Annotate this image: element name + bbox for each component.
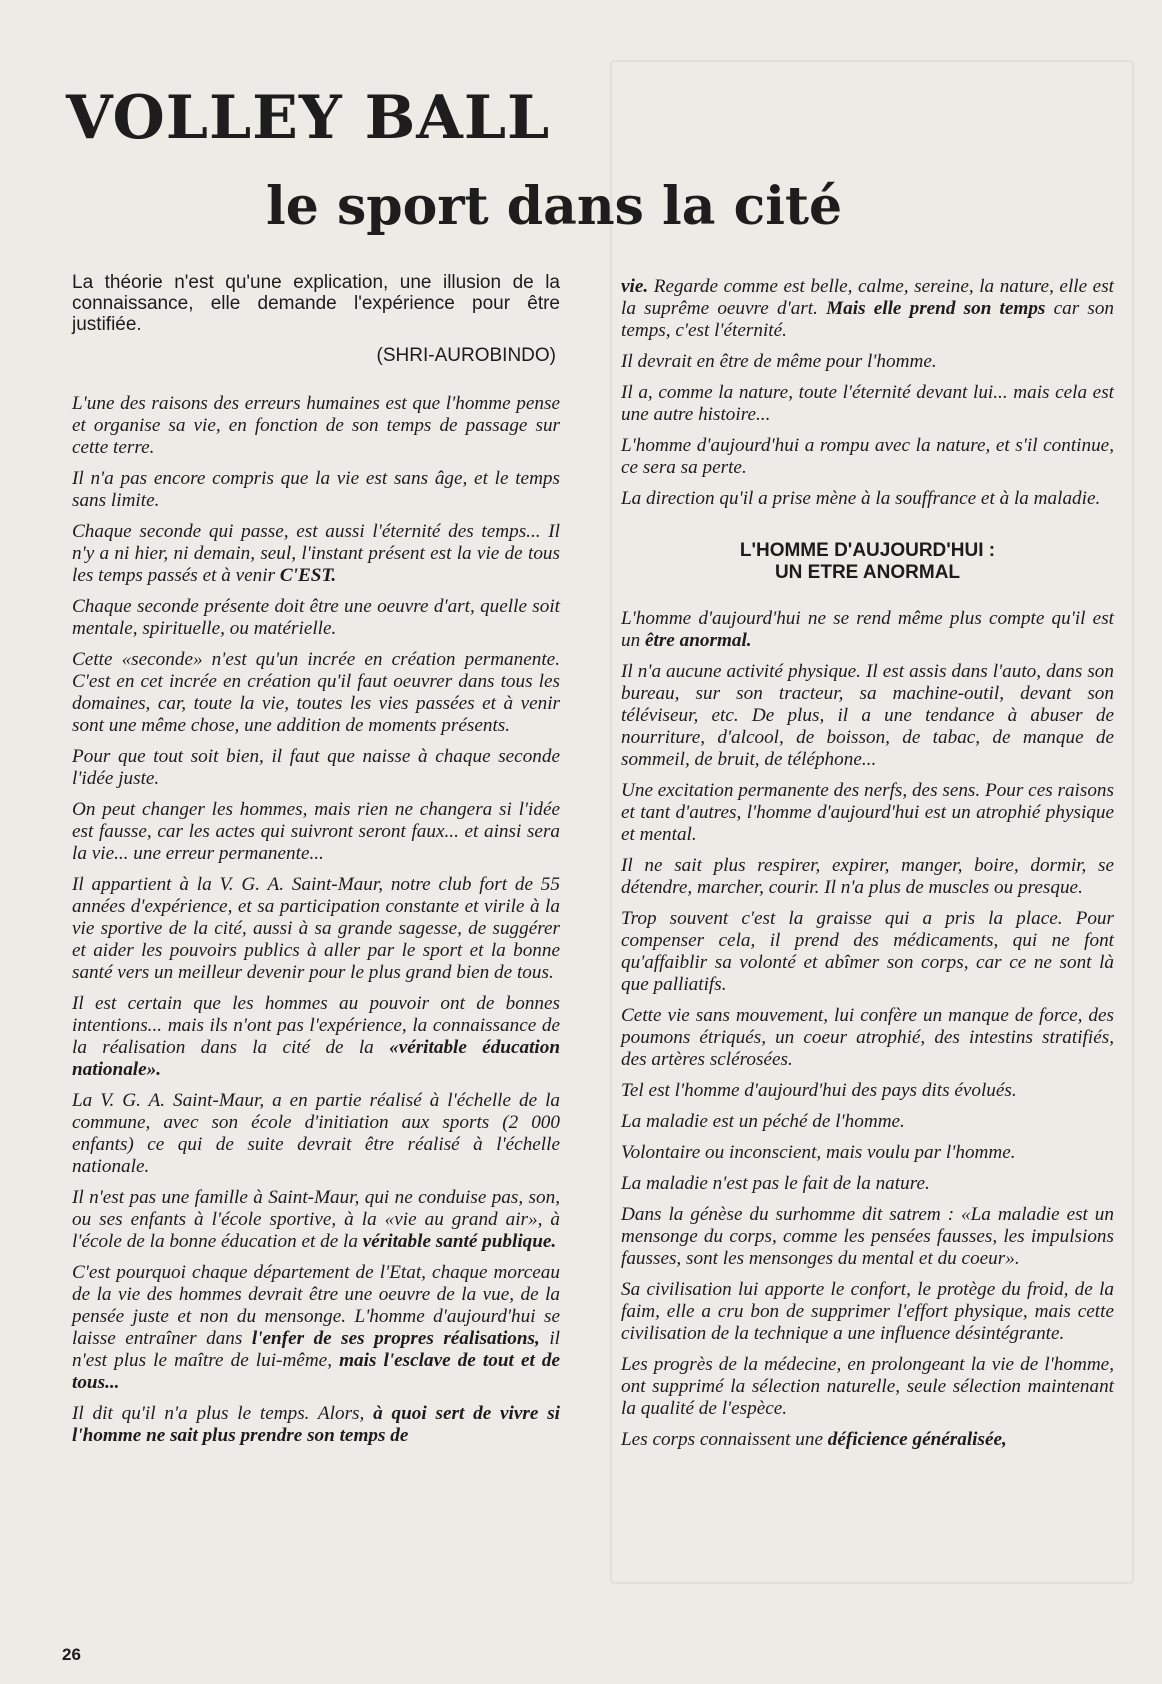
paragraph [72,799,560,865]
paragraph [621,488,1114,510]
paragraph [621,1354,1114,1420]
paragraph [621,1005,1114,1071]
section-heading [621,540,1114,584]
epigraph-author: (SHRI-AUROBINDO) [376,345,556,366]
text-run: Les corps connaissent une [621,1429,828,1450]
text-run: Il dit qu'il n'a plus le temps. Alors, [72,1403,374,1424]
text-run: Pour que tout soit bien, il faut que naisse à chaque seconde l'idée juste. [72,746,560,789]
paragraph [621,1204,1114,1270]
left-column [72,272,560,1456]
bold-run: «véritable éducation nationale». [72,1037,561,1080]
paragraph [72,874,560,984]
right-column [621,276,1114,1460]
paragraph [72,746,560,790]
paragraph [621,608,1114,652]
text-run: C'est pourquoi chaque département de l'Etat, chaque morceau de la vie des hommes devrait être une oeuvre de la vue, de la pensée juste et non du mensonge. L'homme d'aujourd'hui se laisse entraîner dans [72,1262,560,1349]
text-run: Sa civilisation lui apporte le confort, le protège du froid, de la faim, elle a cru bon de supprimer l'effort physique, mais cette civilisation de la technique a une influence désintégrante. [621,1279,1114,1344]
paragraph [621,780,1114,846]
paragraph [621,1142,1114,1164]
section-heading-line2: UN ETRE ANORMAL [774,562,961,583]
bold-run: à quoi sert de vivre si l'homme ne sait plus prendre son temps de [72,1403,560,1446]
page-number: 26 [62,1645,81,1664]
subtitle-sport-cite: le sport dans la cité [266,176,843,237]
paragraph [621,855,1114,899]
text-run: Il devrait en être de même pour l'homme. [621,351,937,372]
text-run: La maladie n'est pas le fait de la nature. [621,1173,930,1194]
section-heading-line1: L'HOMME D'AUJOURD'HUI : [739,540,996,561]
bold-run: l'enfer de ses propres réalisations, [251,1328,540,1349]
left-paragraphs [72,393,560,1447]
text-run: Chaque seconde présente doit être une oeuvre d'art, quelle soit mentale, spirituelle, ou matérielle. [72,596,560,639]
bold-run: véritable santé publique. [362,1231,557,1252]
text-run: On peut changer les hommes, mais rien ne changera si l'idée est fausse, car les actes qui suivront seront faux... et ainsi sera la vie... une erreur permanente... [72,799,560,864]
text-run: L'une des raisons des erreurs humaines est que l'homme pense et organise sa vie, en fonction de son temps de passage sur cette terre. [72,393,560,458]
text-run: Il n'a pas encore compris que la vie est sans âge, et le temps sans limite. [72,468,560,511]
paragraph [72,468,560,512]
text-run: Il n'a aucune activité physique. Il est assis dans l'auto, dans son bureau, sur son tracteur, sa machine-outil, devant son téléviseur, etc. De plus, il a une tendance à abuser de nourriture, d'alcool, de boisson, de tabac, de manque de sommeil, de bruit, de téléphone... [621,661,1114,770]
text-run: La direction qu'il a prise mène à la souffrance et à la maladie. [621,488,1101,509]
text-run: La V. G. A. Saint-Maur, a en partie réalisé à l'échelle de la commune, avec son école d'initiation aux sports (2 000 enfants) ce qui de suite devrait être réalisé à l'échelle nationale. [72,1090,560,1177]
text-run: Il a, comme la nature, toute l'éternité devant lui... mais cela est une autre histoire... [621,382,1114,425]
text-run: Il appartient à la V. G. A. Saint-Maur, notre club fort de 55 années d'expérience, et sa participation constante et virile à la vie sportive de la cité, aussi à sa grande sagesse, de suggérer et aider les pouvoirs publics à aller par le sport et la bonne santé vers un meilleur devenir pour le plus grand bien de tous. [72,874,560,983]
bold-run: déficience généralisée, [827,1429,1007,1450]
text-run: Trop souvent c'est la graisse qui a pris la place. Pour compenser cela, il prend des médicaments, qui ne font qu'affaiblir sa volonté et abîmer son corps, car ce ne sont là que palliatifs. [621,908,1114,995]
text-run: Chaque seconde qui passe, est aussi l'éternité des temps... Il n'y a ni hier, ni demain, seul, l'instant présent est la vie de tous les temps passés et à venir [72,521,560,586]
text-run: Une excitation permanente des nerfs, des sens. Pour ces raisons et tant d'autres, l'homme d'aujourd'hui est un atrophié physique et mental. [621,780,1114,845]
text-run: Regarde comme est belle, calme, sereine, la nature, elle est la suprême oeuvre d'art. [621,276,1114,319]
paragraph [72,393,560,459]
paragraph [72,1090,560,1178]
text-run: Il n'est pas une famille à Saint-Maur, qui ne conduise pas, son, ou ses enfants à l'école sportive, à la «vie au grand air», à l'école de la bonne éducation et de la [72,1187,560,1252]
paragraph [72,1187,560,1253]
paragraph [621,1080,1114,1102]
text-run: L'homme d'aujourd'hui a rompu avec la nature, et s'il continue, ce sera sa perte. [621,435,1114,478]
text-run: il n'est plus le maître de lui-même, [72,1328,560,1371]
bold-run: mais l'esclave de tout et de tous... [72,1350,560,1393]
paragraph [72,649,560,737]
text-run: Les progrès de la médecine, en prolongeant la vie de l'homme, ont supprimé la sélection naturelle, seule sélection maintenant la qualité de l'espèce. [621,1354,1114,1419]
paragraph [72,1403,560,1447]
paragraph [621,1173,1114,1195]
bold-run: être anormal. [644,630,752,651]
paragraph [621,351,1114,373]
text-run: La maladie est un péché de l'homme. [621,1111,905,1132]
paragraph [621,908,1114,996]
paragraph [621,382,1114,426]
title-volley-ball: VOLLEY BALL [66,83,551,153]
paragraph [621,1111,1114,1133]
text-run: car son temps, c'est l'éternité. [621,298,1115,341]
right-paragraphs-bottom [621,608,1114,1451]
text-run: Cette vie sans mouvement, lui confère un manque de force, des poumons étriqués, un coeur atrophié, des intestins stratifiés, des artères sclérosées. [621,1005,1114,1070]
text-run: Il ne sait plus respirer, expirer, manger, boire, dormir, se détendre, marcher, courir. Il n'a plus de muscles ou presque. [621,855,1114,898]
epigraph-quote: La théorie n'est qu'une explication, une illusion de la connaissance, elle demande l'expérience pour être justifiée. [72,272,560,335]
text-run: Volontaire ou inconscient, mais voulu par l'homme. [621,1142,1016,1163]
text-run: Cette «seconde» n'est qu'un incrée en création permanente. C'est en cet incrée en création qu'il faut oeuvrer dans tous les domaines, car, toute la vie, toutes les vies passées et à venir sont une même chose, une addition de moments présents. [72,649,560,736]
text-run: L'homme d'aujourd'hui ne se rend même plus compte qu'il est un [621,608,1114,651]
bold-run: C'EST. [279,565,337,586]
text-run: Tel est l'homme d'aujourd'hui des pays dits évolués. [621,1080,1017,1101]
text-run: Dans la génèse du surhomme dit satrem : «La maladie est un mensonge du corps, comme les pensées fausses, les impulsions fausses, sont les mensonges du mental et du coeur». [621,1204,1114,1269]
text-run: Il est certain que les hommes au pouvoir ont de bonnes intentions... mais ils n'ont pas l'expérience, la connaissance de la réalisation dans la cité de la [72,993,560,1058]
right-paragraphs-top [621,276,1114,510]
paragraph [621,276,1114,342]
bold-run: Mais elle prend son temps [826,298,1046,319]
bold-run: vie. [621,276,649,297]
paragraph [72,596,560,640]
paragraph [621,1279,1114,1345]
paragraph [72,993,560,1081]
paragraph [72,1262,560,1394]
paragraph [72,521,560,587]
paragraph [621,1429,1114,1451]
paragraph [621,435,1114,479]
paragraph [621,661,1114,771]
